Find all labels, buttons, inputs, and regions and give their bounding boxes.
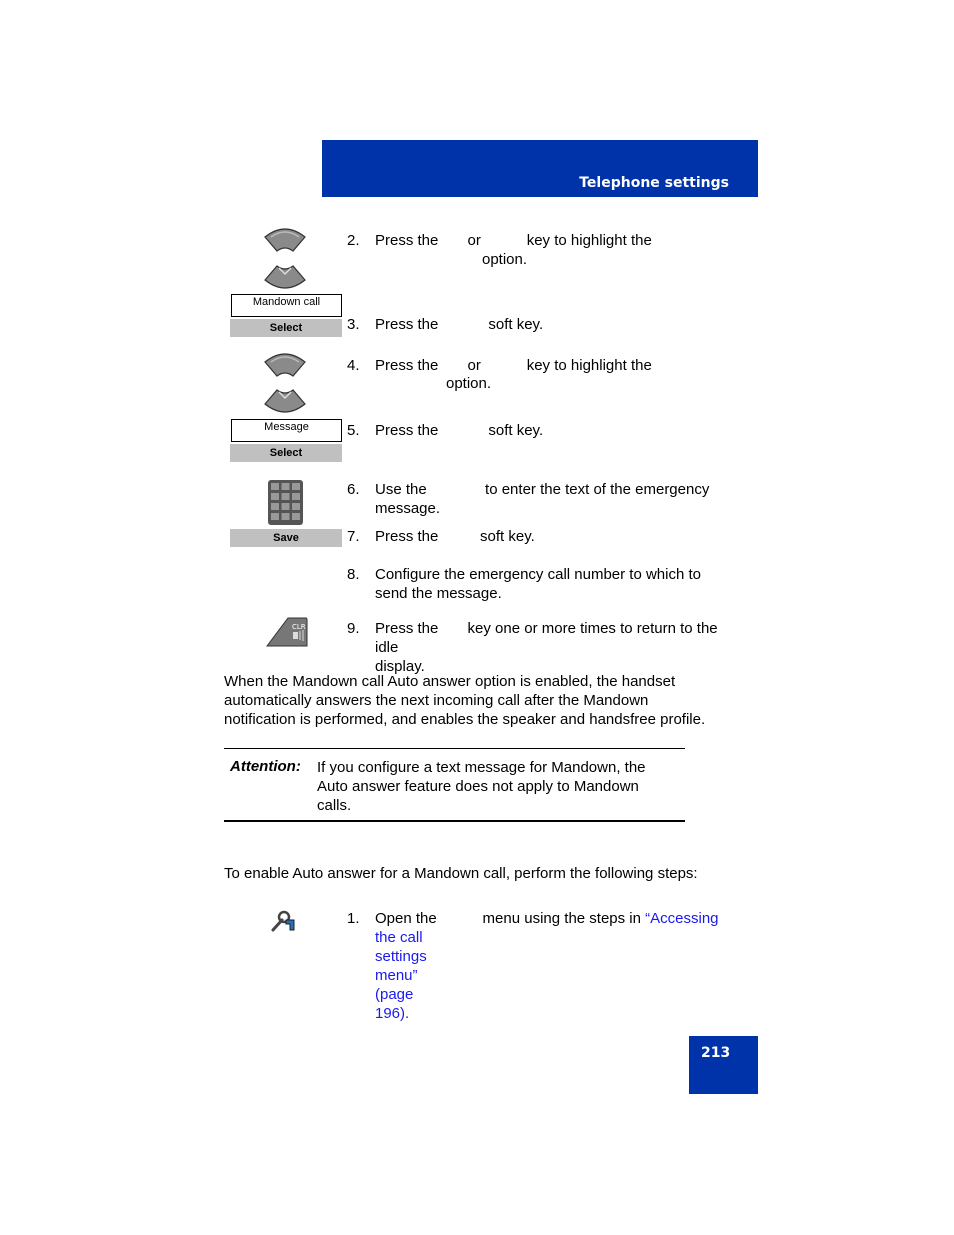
section-title: Telephone settings (579, 175, 729, 191)
step-number: 9. (347, 620, 360, 637)
call-settings-icon (270, 910, 296, 934)
step-number: 3. (347, 316, 360, 333)
step-text: Open the menu using the steps in (375, 910, 646, 927)
attention-line: If you configure a text message for Mandown, the (317, 759, 646, 776)
display-message: Message (231, 419, 342, 442)
step-text: Configure the emergency call number to which to (375, 566, 702, 583)
select-softkey[interactable]: Select (230, 319, 342, 337)
nav-down-icon (263, 264, 307, 292)
page-number-box (689, 1036, 758, 1094)
clear-key-icon (266, 617, 308, 647)
step-number: 2. (347, 232, 360, 249)
step-number: 4. (347, 357, 360, 374)
header-bar (322, 140, 758, 197)
select-softkey[interactable]: Select (230, 444, 342, 462)
step-text: Press the key one or more times to return to the (375, 620, 718, 637)
save-softkey[interactable]: Save (230, 529, 342, 547)
step-text: idle display. (375, 639, 425, 675)
step-text: option. (446, 375, 492, 392)
step-number: 5. (347, 422, 360, 439)
step-number: 1. (347, 910, 360, 927)
intro-paragraph: To enable Auto answer for a Mandown call, perform the following steps: (224, 865, 698, 882)
attention-line: Auto answer feature does not apply to Mandown (317, 778, 639, 795)
svg-text:CLR: CLR (292, 623, 306, 631)
step-text: Press the soft key. (375, 528, 535, 545)
paragraph-line: automatically answers the next incoming call after the Mandown (224, 692, 649, 709)
step-text: message. (375, 500, 441, 517)
step-text: option. (482, 251, 528, 268)
nav-up-icon (263, 225, 307, 253)
keypad-icon (268, 480, 303, 525)
body-paragraph (224, 672, 705, 729)
cross-reference-link[interactable]: the call settings menu” (page 196). (375, 929, 427, 1022)
attention-text (317, 758, 667, 815)
attention-line: calls. (317, 797, 352, 814)
step-text: send the message. (375, 585, 502, 602)
step-text: Press the soft key. (375, 422, 544, 439)
step-number: 7. (347, 528, 360, 545)
display-mandown-call: Mandown call (231, 294, 342, 317)
nav-down-icon (263, 388, 307, 416)
step-text: Press the or key to highlight the (375, 357, 652, 374)
step-number: 6. (347, 481, 360, 498)
step-number: 8. (347, 566, 360, 583)
page-number: 213 (701, 1045, 731, 1061)
step-text: Press the soft key. (375, 316, 544, 333)
paragraph-line: notification is performed, and enables the speaker and handsfree profile. (224, 711, 706, 728)
attention-box (224, 748, 685, 822)
nav-up-icon (263, 350, 307, 378)
cross-reference-link[interactable]: “Accessing (645, 910, 719, 927)
step-text: Use the to enter the text of the emergency (375, 481, 710, 498)
paragraph-line: When the Mandown call Auto answer option is enabled, the handset (224, 673, 676, 690)
attention-label: Attention: (230, 758, 301, 775)
step-text: Press the or key to highlight the (375, 232, 652, 249)
